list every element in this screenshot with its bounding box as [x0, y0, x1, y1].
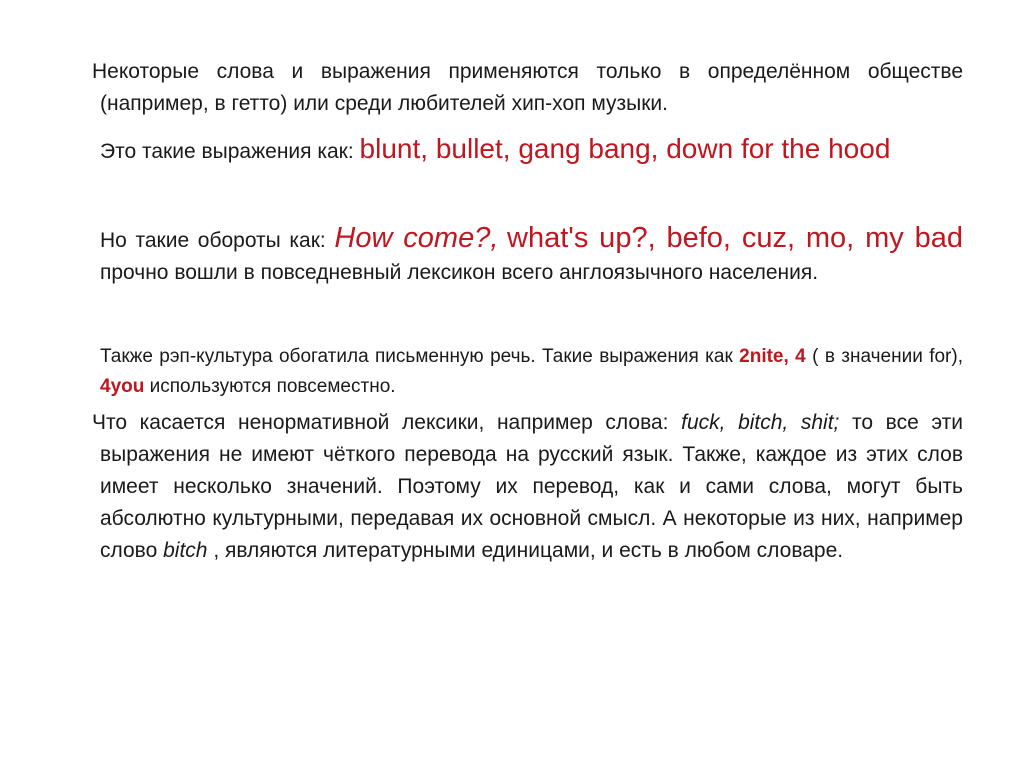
term-4you: 4you: [100, 376, 145, 397]
paragraph-mid: ( в значении for),: [812, 346, 963, 367]
paragraph-ghetto-usage: [92, 56, 963, 120]
paragraph-expressions: [100, 133, 963, 168]
phrase-how-come: How come?,: [334, 222, 499, 254]
paragraph-end: , являются литературными единицами, и есть в любом словаре.: [213, 539, 844, 562]
phrase-list-highlight: what's up?, befo, cuz, mo, my bad: [507, 222, 964, 254]
profanity-words: fuck, bitch, shit;: [681, 411, 840, 434]
term-2nite-4: 2nite, 4: [739, 346, 806, 367]
paragraph-written-speech: [100, 342, 963, 402]
paragraph-lead: Что касается ненормативной лексики, например слова:: [92, 411, 682, 434]
paragraph-rest: используются повсеместно.: [149, 376, 396, 397]
paragraph-lead: Но такие обороты как:: [100, 229, 335, 252]
slang-terms-highlight: blunt, bullet, gang bang, down for the hood: [359, 133, 891, 164]
paragraph-profanity: [92, 407, 963, 567]
paragraph-common-phrases: [100, 222, 963, 289]
paragraph-lead: Это такие выражения как:: [100, 140, 360, 163]
paragraph-lead: Также рэп-культура обогатила письменную речь. Такие выражения как: [100, 346, 740, 367]
word-example: bitch: [163, 539, 208, 562]
paragraph-body: то все эти выражения не имеют чёткого перевода на русский язык. Также, каждое из этих слов имеет несколько значений. Поэтому их перевод, как и сами слова, могут быть абсолютно культурными, передавая их основной смысл. А некоторые из них, например слово: [100, 411, 963, 562]
paragraph-text: Некоторые слова и выражения применяются только в определённом обществе (например, в гетто) или среди любителей хип-хоп музыки.: [92, 60, 963, 115]
paragraph-rest: прочно вошли в повседневный лексикон всего англоязычного населения.: [100, 261, 819, 284]
